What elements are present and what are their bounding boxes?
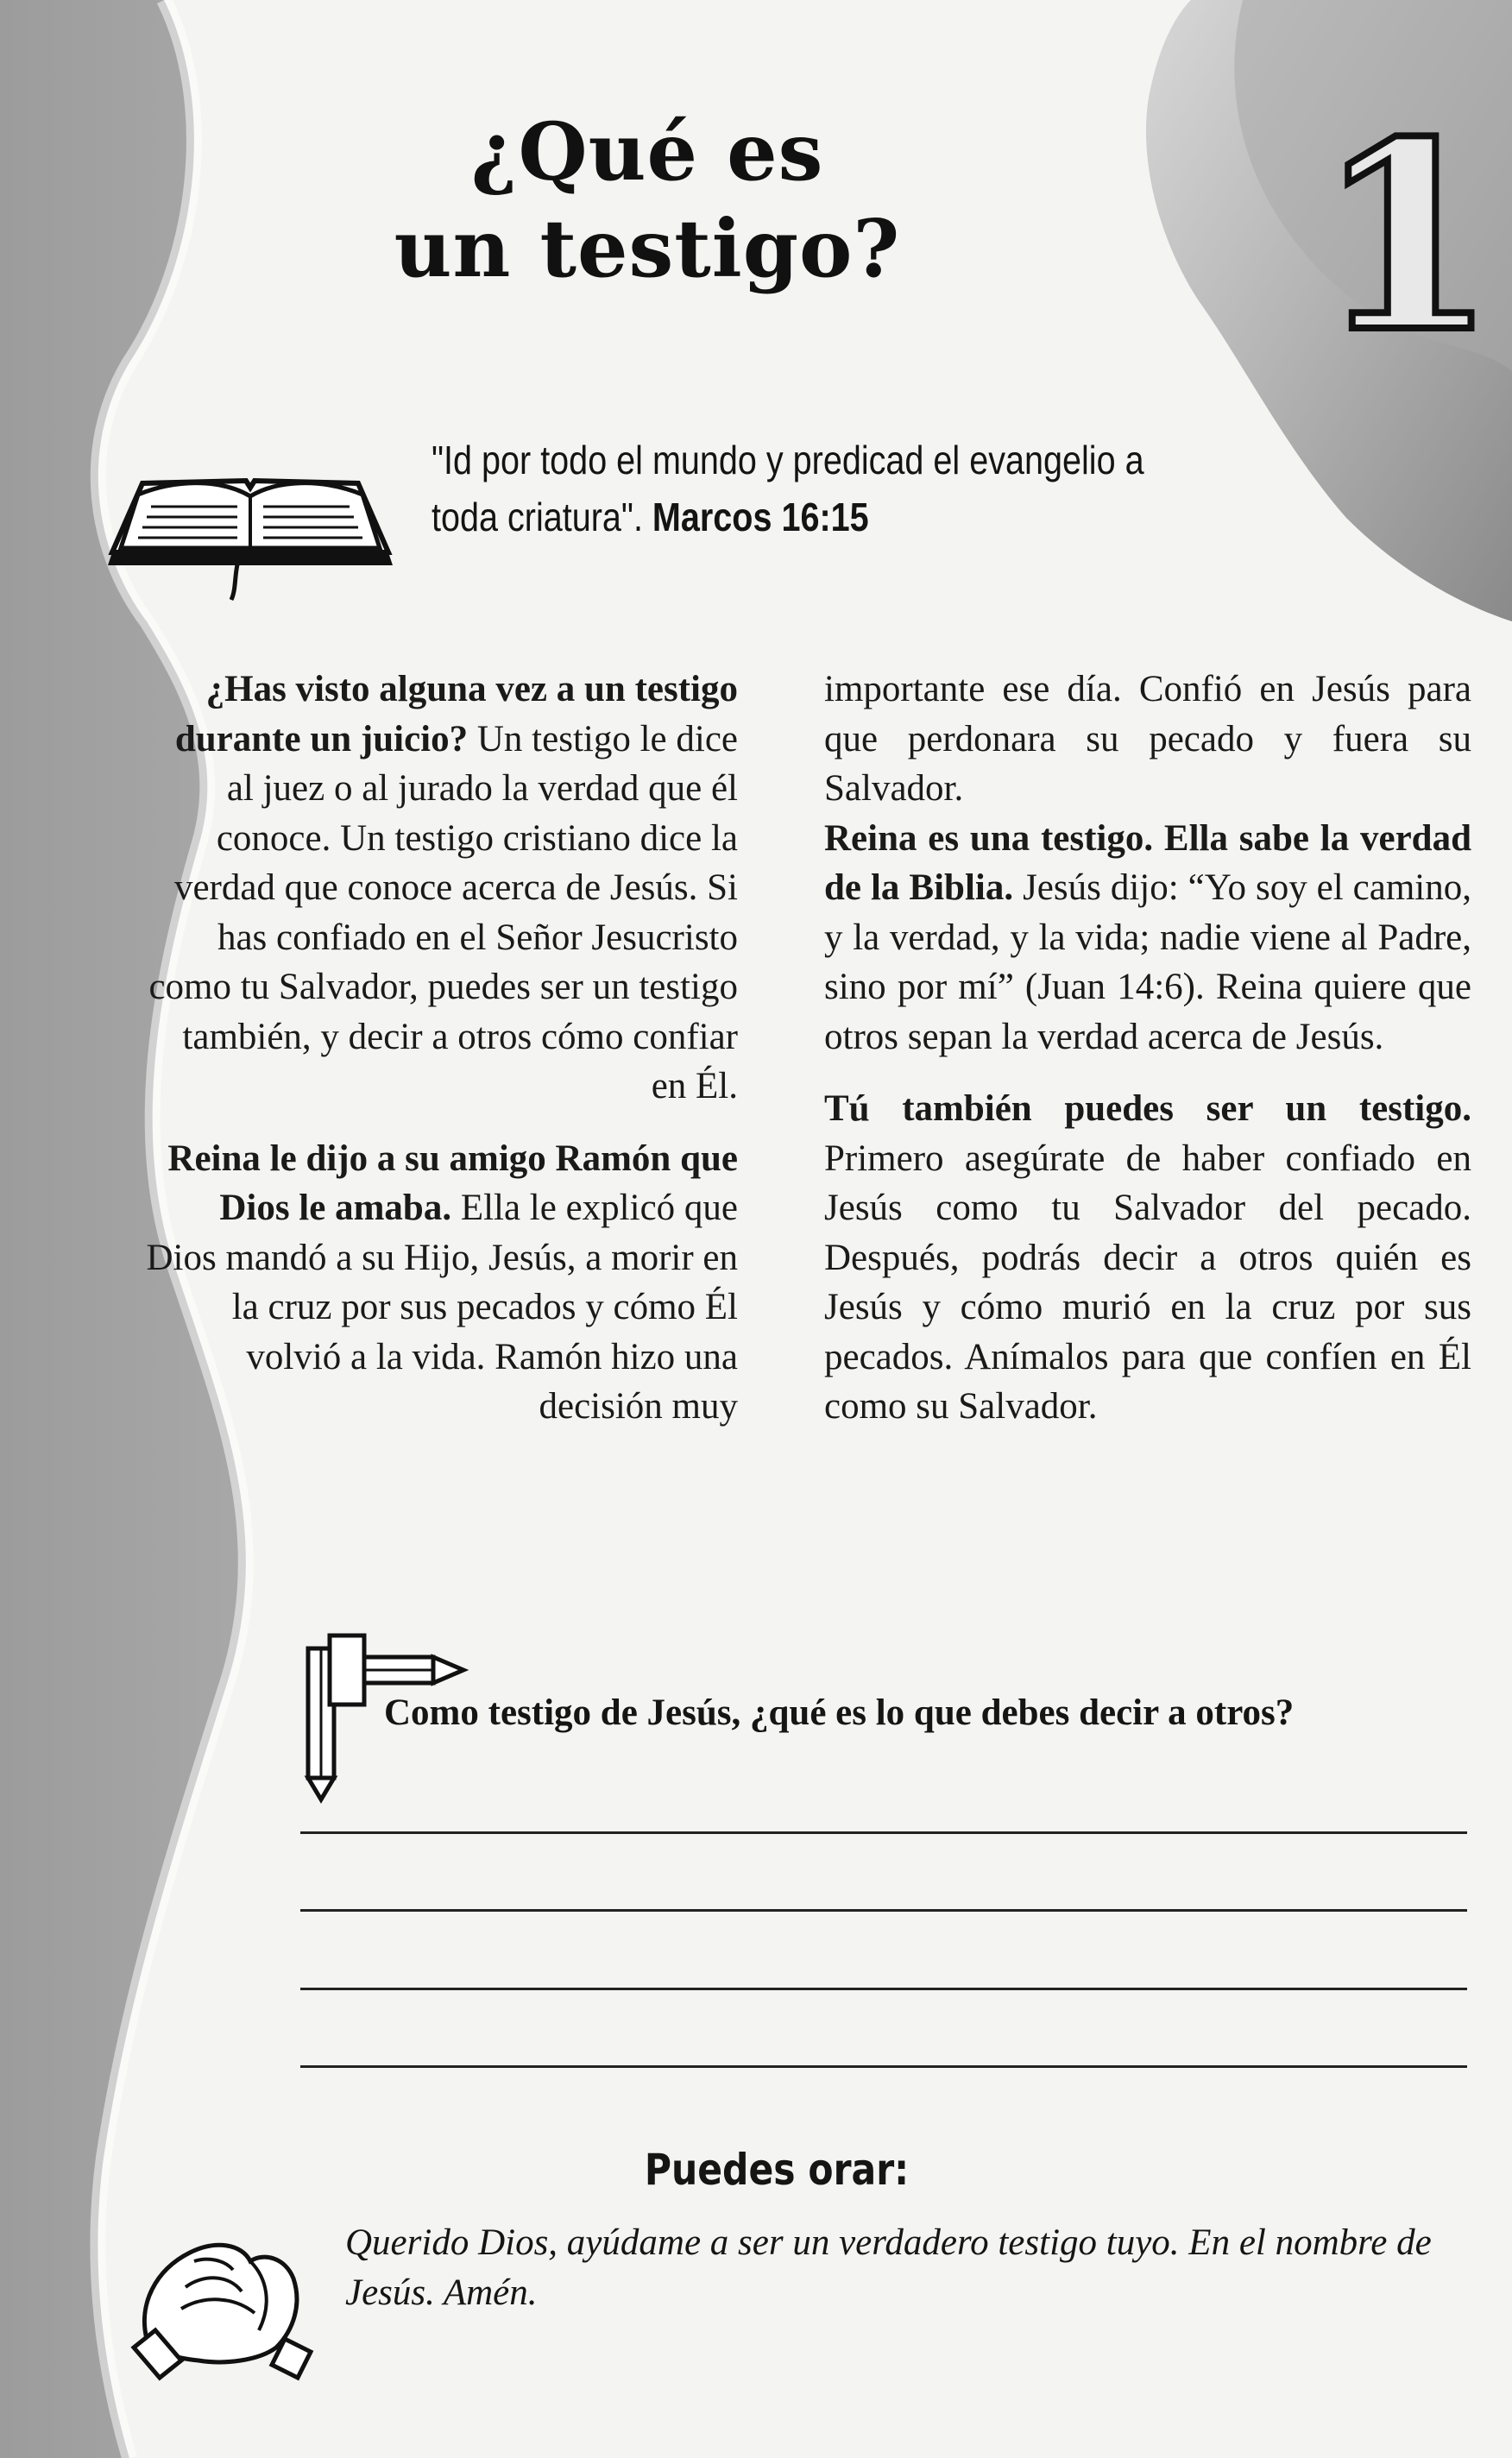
open-bible-icon — [104, 427, 397, 604]
activity-question: Como testigo de Jesús, ¿qué es lo que debes decir a otros? — [384, 1692, 1295, 1733]
chapter-number: 1 — [1316, 85, 1497, 389]
paragraph — [142, 665, 738, 1112]
chapter-number-badge — [1316, 85, 1497, 389]
paragraph-body: Primero asegúrate de haber confiado en Jesús como tu Salvador del pecado. Después, podrás decir a otros quién es Jesús y cómo murió en la cruz por sus pecados. Anímalos para que confíen en Él como su Salvador. — [824, 1138, 1471, 1427]
right-column — [824, 665, 1471, 1432]
paragraph-body: importante ese día. Confió en Jesús para que perdonara su pecado y fuera su Salvador. — [824, 669, 1471, 809]
answer-line[interactable] — [300, 1831, 1467, 1834]
paragraph-body: Un testigo le dice al juez o al jurado la verdad que él conoce. Un testigo cristiano dice la verdad que conoce acerca de Jesús. Si has confiado en el Señor Jesucristo como tu Salvador, puedes ser un testigo también, y decir a otros cómo confiar en Él. — [148, 718, 738, 1106]
paragraph-lead: Reina es una testigo. Ella sabe la verdad de la Biblia. — [824, 817, 1471, 908]
paragraph-lead: Reina le dijo a su amigo Ramón que Dios le amaba. — [167, 1138, 738, 1228]
paragraph-lead: ¿Has visto alguna vez a un testigo durante un juicio? — [174, 669, 738, 759]
verse-reference: Marcos 16:15 — [652, 495, 869, 539]
prayer-text: Querido Dios, ayúdame a ser un verdadero testigo tuyo. En el nombre de Jesús. Amén. — [345, 2222, 1432, 2313]
paragraph — [824, 1084, 1471, 1432]
bible-verse — [432, 432, 1188, 545]
paragraph-lead: Tú también puedes ser un testigo. — [824, 1088, 1471, 1129]
paragraph — [824, 665, 1471, 814]
left-column — [142, 665, 738, 1432]
title-line-1: ¿Qué es — [470, 105, 824, 199]
verse-text: "Id por todo el mundo y predicad el evangelio a toda criatura". — [432, 438, 1144, 539]
answer-line[interactable] — [300, 1988, 1467, 1990]
prayer-title: Puedes orar: — [644, 2145, 910, 2195]
paragraph — [142, 1134, 738, 1432]
title-line-2: un testigo? — [394, 202, 901, 295]
answer-line[interactable] — [300, 1909, 1467, 1912]
paragraph-body: Ella le explicó que Dios mandó a su Hijo, Jesús, a morir en la cruz por sus pecados y cómo Él volvió a la vida. Ramón hizo una decisión muy — [146, 1188, 738, 1427]
paragraph — [824, 814, 1471, 1062]
paragraph-body: Jesús dijo: “Yo soy el camino, y la verdad, y la vida; nadie viene al Padre, sino por mí” (Juan 14:6). Reina quiere que otros sepan la verdad acerca de Jesús. — [824, 867, 1471, 1057]
page-title — [259, 104, 1036, 297]
praying-hands-icon — [121, 2209, 328, 2382]
answer-line[interactable] — [300, 2065, 1467, 2068]
